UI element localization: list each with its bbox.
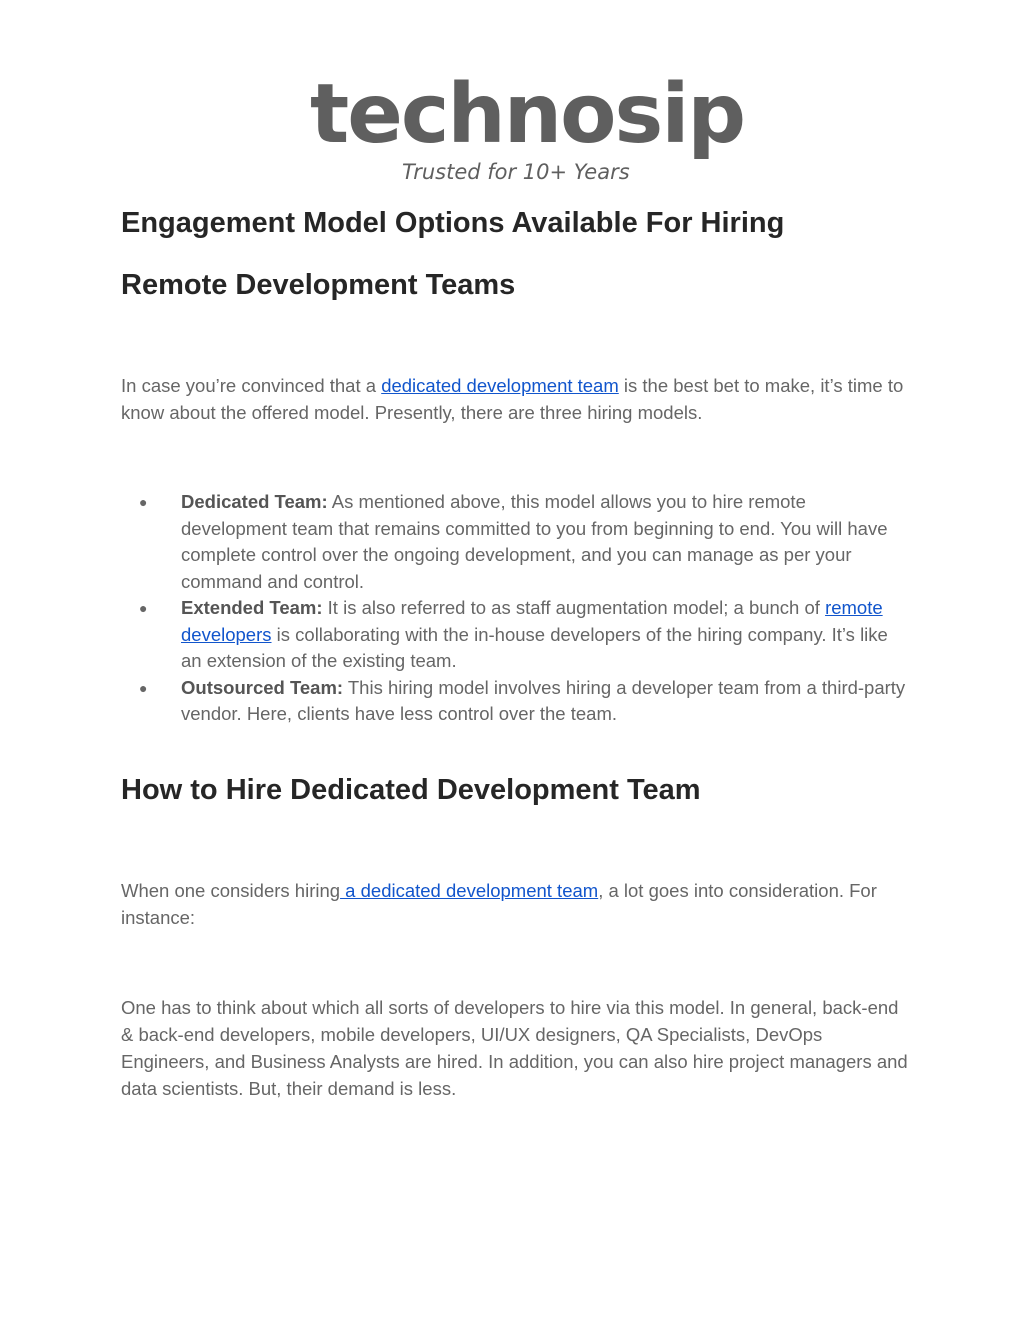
dedicated-team-link[interactable]: dedicated development team — [381, 375, 619, 396]
bullet-icon: ● — [139, 679, 148, 696]
bullet-icon: ● — [139, 600, 148, 616]
heading-remote-teams: Remote Development Teams — [121, 269, 516, 301]
intro-text-before: In case you’re convinced that a — [121, 375, 382, 396]
list-item-outsourced — [121, 675, 911, 728]
model-text: This hiring model involves hiring a developer team from a third-party vendor. Here, clients have less control over the team. — [181, 676, 906, 724]
hiring-models-list — [121, 489, 911, 728]
remote-developers-link[interactable]: remote developers — [181, 597, 883, 645]
hire-text-after: , a lot goes into consideration. For instance: — [121, 880, 877, 928]
dedicated-team-link-2[interactable]: a dedicated development team — [340, 880, 599, 901]
technosip-logo — [310, 67, 745, 190]
logo-wordmark: technosip — [310, 67, 745, 162]
intro-text-after: is the best bet to make, it’s time to know about the offered model. Presently, there are three hiring models. — [121, 375, 904, 423]
bullet-icon: ● — [139, 494, 148, 510]
list-item-dedicated — [121, 489, 911, 595]
heading-engagement-models: Engagement Model Options Available For Hiring — [121, 207, 785, 239]
model-title: Dedicated Team: — [181, 491, 328, 512]
model-title: Outsourced Team: — [181, 676, 344, 698]
logo-tagline: Trusted for 10+ Years — [402, 160, 630, 184]
model-title: Extended Team: — [181, 597, 323, 618]
intro-paragraph — [121, 372, 911, 426]
heading-how-to-hire: How to Hire Dedicated Development Team — [121, 774, 701, 806]
model-text: As mentioned above, this model allows you to hire remote development team that remains committed to you from beginning to end. You will have complete control over the ongoing development, and you can manage as per your command and control. — [181, 491, 888, 592]
hire-text-before: When one considers hiring — [121, 880, 341, 901]
model-text-before: It is also referred to as staff augmentation model; a bunch of — [322, 597, 826, 618]
model-text-after: is collaborating with the in-house developers of the hiring company. It’s like an extension of the existing team. — [181, 623, 888, 671]
list-item-extended — [121, 595, 911, 675]
hire-paragraph — [121, 877, 911, 931]
developers-paragraph: One has to think about which all sorts of developers to hire via this model. In general, back-end & back-end developers, mobile developers, UI/UX designers, QA Specialists, DevOps Engineers, and Business Analysts are hired. In addition, you can also hire project managers and data scientists. But, their demand is less. — [121, 997, 908, 1099]
